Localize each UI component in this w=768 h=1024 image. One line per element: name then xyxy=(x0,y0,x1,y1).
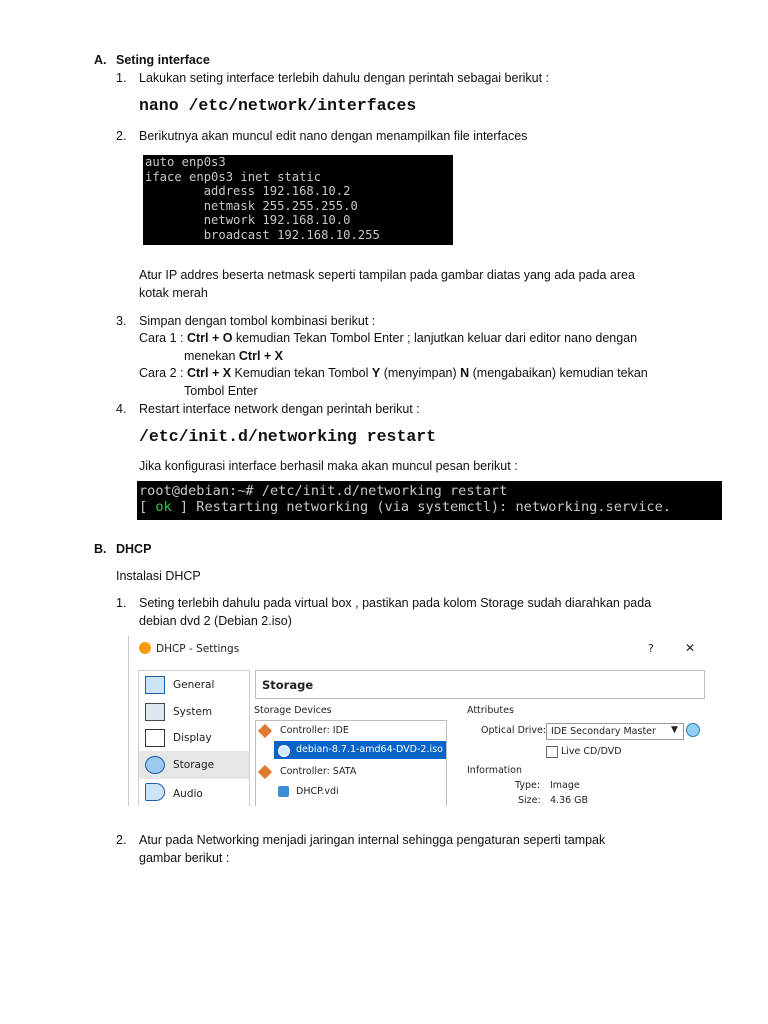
tree-label: debian-8.7.1-amd64-DVD-2.iso xyxy=(296,744,443,755)
optical-drive-value: IDE Secondary Master xyxy=(551,726,656,737)
step-number: 2. xyxy=(116,833,127,847)
controller-icon xyxy=(258,724,272,738)
terminal-line: auto enp0s3 xyxy=(145,155,226,169)
step-text: Lakukan seting interface terlebih dahulu dengan perintah sebagai berikut : xyxy=(139,71,550,85)
section-a-title: Seting interface xyxy=(116,53,210,67)
section-b-subtitle: Instalasi DHCP xyxy=(116,569,201,583)
interfaces-terminal xyxy=(143,155,453,245)
storage-icon xyxy=(145,756,165,774)
live-cd-checkbox[interactable] xyxy=(546,746,558,758)
tree-label: DHCP.vdi xyxy=(296,786,339,797)
general-icon xyxy=(145,676,165,694)
panel-title: Storage xyxy=(262,678,314,692)
live-cd-label: Live CD/DVD xyxy=(561,746,622,757)
section-a-marker: A. xyxy=(94,53,107,67)
dialog-title: DHCP - Settings xyxy=(156,643,240,655)
optical-drive-label: Optical Drive: xyxy=(481,725,547,736)
cara-1-text: Cara 1 : Ctrl + O kemudian Tekan Tombol Enter ; lanjutkan keluar dari editor nano dengan xyxy=(139,331,638,345)
sidebar-item-general[interactable] xyxy=(139,672,249,698)
sidebar-item-system[interactable] xyxy=(139,699,249,725)
virtualbox-settings-dialog xyxy=(128,636,713,806)
sidebar-item-label: Display xyxy=(173,732,212,744)
choose-disk-icon[interactable] xyxy=(686,723,700,737)
tree-item-dvd[interactable] xyxy=(274,741,446,759)
tree-label: Controller: IDE xyxy=(280,725,349,736)
size-label: Size: xyxy=(518,795,541,806)
information-label: Information xyxy=(467,765,522,776)
tree-item-vdi[interactable] xyxy=(274,783,446,801)
system-icon xyxy=(145,703,165,721)
panel-header xyxy=(255,670,705,699)
terminal-line: network 192.168.10.0 xyxy=(145,213,351,228)
step-number: 4. xyxy=(116,402,127,416)
attributes-label: Attributes xyxy=(467,705,514,716)
sidebar-item-label: Audio xyxy=(173,788,203,800)
ok-status: ok xyxy=(155,499,172,515)
step-number: 3. xyxy=(116,314,127,328)
dialog-titlebar xyxy=(129,636,713,662)
type-label: Type: xyxy=(515,780,541,791)
sidebar-item-label: Storage xyxy=(173,759,215,771)
section-b-marker: B. xyxy=(94,542,107,556)
step-number: 1. xyxy=(116,71,127,85)
step-number: 2. xyxy=(116,129,127,143)
close-button[interactable]: ✕ xyxy=(685,641,696,655)
tree-controller-sata[interactable] xyxy=(256,763,446,781)
display-icon xyxy=(145,729,165,747)
virtualbox-icon xyxy=(139,642,151,654)
command-nano: nano /etc/network/interfaces xyxy=(139,96,417,115)
step-text: Berikutnya akan muncul edit nano dengan menampilkan file interfaces xyxy=(139,129,528,143)
sidebar-item-storage[interactable] xyxy=(139,751,249,779)
cara-1-continued: menekan Ctrl + X xyxy=(184,349,284,363)
terminal-line: [ ok ] Restarting networking (via systemctl): networking.service. xyxy=(139,499,671,515)
tree-controller-ide[interactable] xyxy=(256,722,446,740)
terminal-line: broadcast 192.168.10.255 xyxy=(145,227,380,242)
step-text: Restart interface network dengan perintah berikut : xyxy=(139,402,420,416)
hard-disk-icon xyxy=(278,786,289,797)
audio-icon xyxy=(145,783,165,801)
cara-2-continued: Tombol Enter xyxy=(184,384,258,398)
section-b-title: DHCP xyxy=(116,542,152,556)
result-text: Jika konfigurasi interface berhasil maka akan muncul pesan berikut : xyxy=(139,459,518,473)
storage-devices-label: Storage Devices xyxy=(254,705,332,716)
controller-icon xyxy=(258,765,272,779)
size-value: 4.36 GB xyxy=(550,795,589,806)
terminal-line: root@debian:~# /etc/init.d/networking restart xyxy=(139,483,508,499)
restart-terminal xyxy=(137,481,722,520)
command-restart: /etc/init.d/networking restart xyxy=(139,427,437,446)
tree-label: Controller: SATA xyxy=(280,766,357,777)
sidebar-item-label: General xyxy=(173,679,215,691)
settings-sidebar xyxy=(138,670,250,806)
sidebar-item-display[interactable] xyxy=(139,725,249,751)
step-text: Simpan dengan tombol kombinasi berikut : xyxy=(139,314,376,328)
step-text: debian dvd 2 (Debian 2.iso) xyxy=(139,614,292,628)
help-button[interactable]: ? xyxy=(648,642,654,655)
optical-disc-icon xyxy=(278,745,290,757)
step-text: gambar berikut : xyxy=(139,851,230,865)
optical-drive-select[interactable] xyxy=(546,723,684,740)
step-text: Seting terlebih dahulu pada virtual box , pastikan pada kolom Storage sudah diarahkan pada xyxy=(139,596,652,610)
sidebar-item-label: System xyxy=(173,706,213,718)
step-text: Atur pada Networking menjadi jaringan internal sehingga pengaturan seperti tampak xyxy=(139,833,606,847)
terminal-line: address 192.168.10.2 xyxy=(145,184,351,199)
terminal-line: iface enp0s3 inet static xyxy=(145,169,322,184)
terminal-line: netmask 255.255.255.0 xyxy=(145,198,358,213)
cara-2-text: Cara 2 : Ctrl + X Kemudian tekan Tombol Y (menyimpan) N (mengabaikan) kemudian tekan xyxy=(139,366,648,380)
storage-tree xyxy=(255,720,447,806)
note-text: Atur IP addres beserta netmask seperti tampilan pada gambar diatas yang ada pada area xyxy=(139,268,635,282)
type-value: Image xyxy=(550,780,580,791)
note-text: kotak merah xyxy=(139,286,208,300)
sidebar-item-audio[interactable] xyxy=(139,779,249,805)
step-number: 1. xyxy=(116,596,127,610)
chevron-down-icon: ▼ xyxy=(671,725,678,735)
